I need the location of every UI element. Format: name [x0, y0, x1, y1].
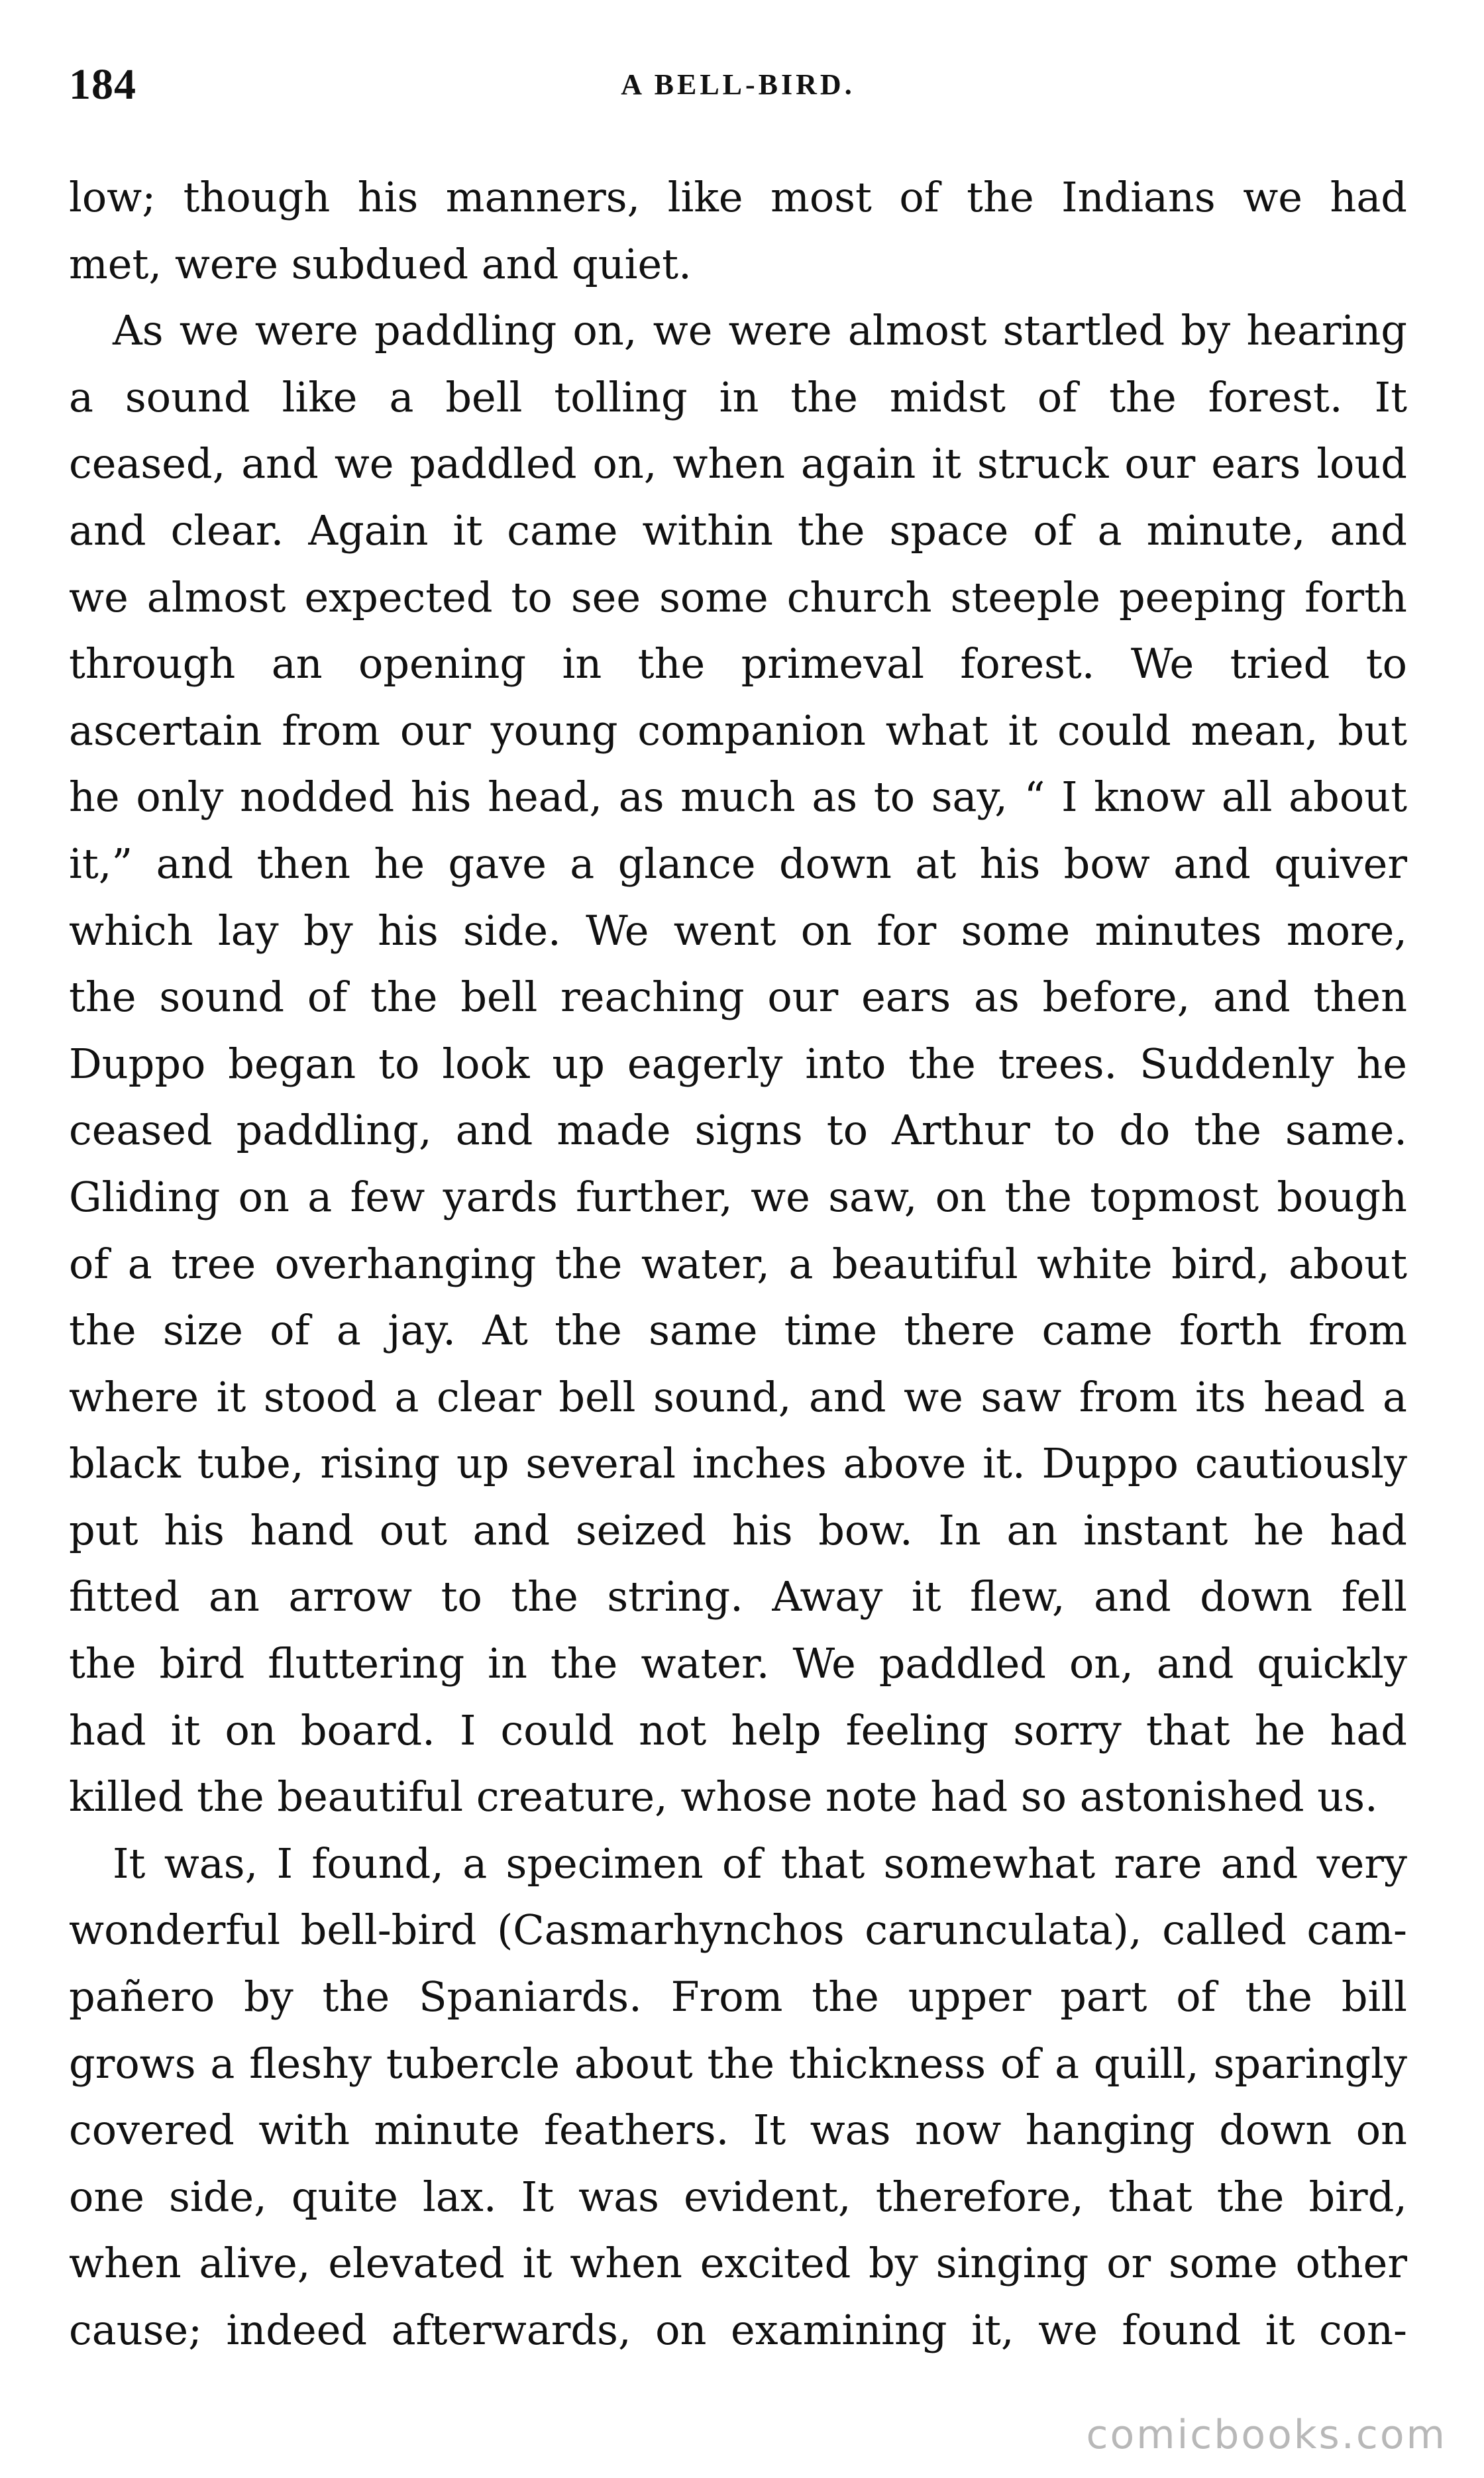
text-line: ceased, and we paddled on, when again it struck our ears loud [69, 439, 1407, 488]
text-line: the sound of the bell reaching our ears as before, and then [69, 973, 1407, 1022]
text-line: and clear. Again it came within the space of a minute, and [69, 506, 1407, 555]
text-line: the size of a jay. At the same time there came forth from [69, 1306, 1407, 1355]
body-text [69, 164, 1407, 2364]
text-line: Gliding on a few yards further, we saw, on the topmost bough [69, 1172, 1407, 1221]
text-line: fitted an arrow to the string. Away it flew, and down fell [69, 1572, 1407, 1621]
text-line: met, were subdued and quiet. [69, 239, 692, 288]
text-line: It was, I found, a specimen of that somewhat rare and very [113, 1839, 1407, 1888]
text-line: it,” and then he gave a glance down at his bow and quiver [69, 839, 1407, 888]
text-line: which lay by his side. We went on for some minutes more, [69, 906, 1407, 955]
watermark: comicbooks.com [1086, 2412, 1447, 2458]
text-line: we almost expected to see some church steeple peeping forth [69, 572, 1407, 621]
text-line: cause; indeed afterwards, on examining it, we found it con- [69, 2306, 1407, 2354]
text-line: killed the beautiful creature, whose note had so astonished us. [69, 1772, 1378, 1821]
text-line: of a tree overhanging the water, a beautiful white bird, about [69, 1239, 1407, 1288]
text-line: through an opening in the primeval forest. We tried to [69, 639, 1407, 688]
text-line: had it on board. I could not help feeling sorry that he had [69, 1705, 1407, 1754]
text-line: the bird fluttering in the water. We paddled on, and quickly [69, 1639, 1407, 1688]
text-line: he only nodded his head, as much as to say, “ I know all about [69, 773, 1407, 822]
running-head: A BELL-BIRD. [621, 68, 855, 101]
text-line: As we were paddling on, we were almost startled by hearing [113, 306, 1407, 355]
text-line: a sound like a bell tolling in the midst of the forest. It [69, 372, 1407, 421]
text-line: one side, quite lax. It was evident, therefore, that the bird, [69, 2172, 1407, 2221]
text-line: ascertain from our young companion what it could mean, but [69, 706, 1407, 755]
text-line: low; though his manners, like most of the Indians we had [69, 173, 1407, 221]
text-line: where it stood a clear bell sound, and we saw from its head a [69, 1372, 1407, 1421]
text-line: covered with minute feathers. It was now hanging down on [69, 2106, 1407, 2155]
text-line: black tube, rising up several inches above it. Duppo cautiously [69, 1439, 1407, 1488]
text-line: pañero by the Spaniards. From the upper part of the bill [69, 1972, 1407, 2021]
text-line: when alive, elevated it when excited by singing or some other [69, 2239, 1407, 2288]
text-line: wonderful bell-bird (Casmarhynchos carunculata), called cam- [69, 1906, 1407, 1955]
page-header [69, 48, 1407, 127]
text-line: Duppo began to look up eagerly into the trees. Suddenly he [69, 1039, 1407, 1088]
page-number: 184 [69, 60, 136, 109]
text-line: ceased paddling, and made signs to Arthur to do the same. [69, 1106, 1407, 1155]
text-line: put his hand out and seized his bow. In an instant he had [69, 1505, 1407, 1554]
text-line: grows a fleshy tubercle about the thickness of a quill, sparingly [69, 2039, 1407, 2088]
